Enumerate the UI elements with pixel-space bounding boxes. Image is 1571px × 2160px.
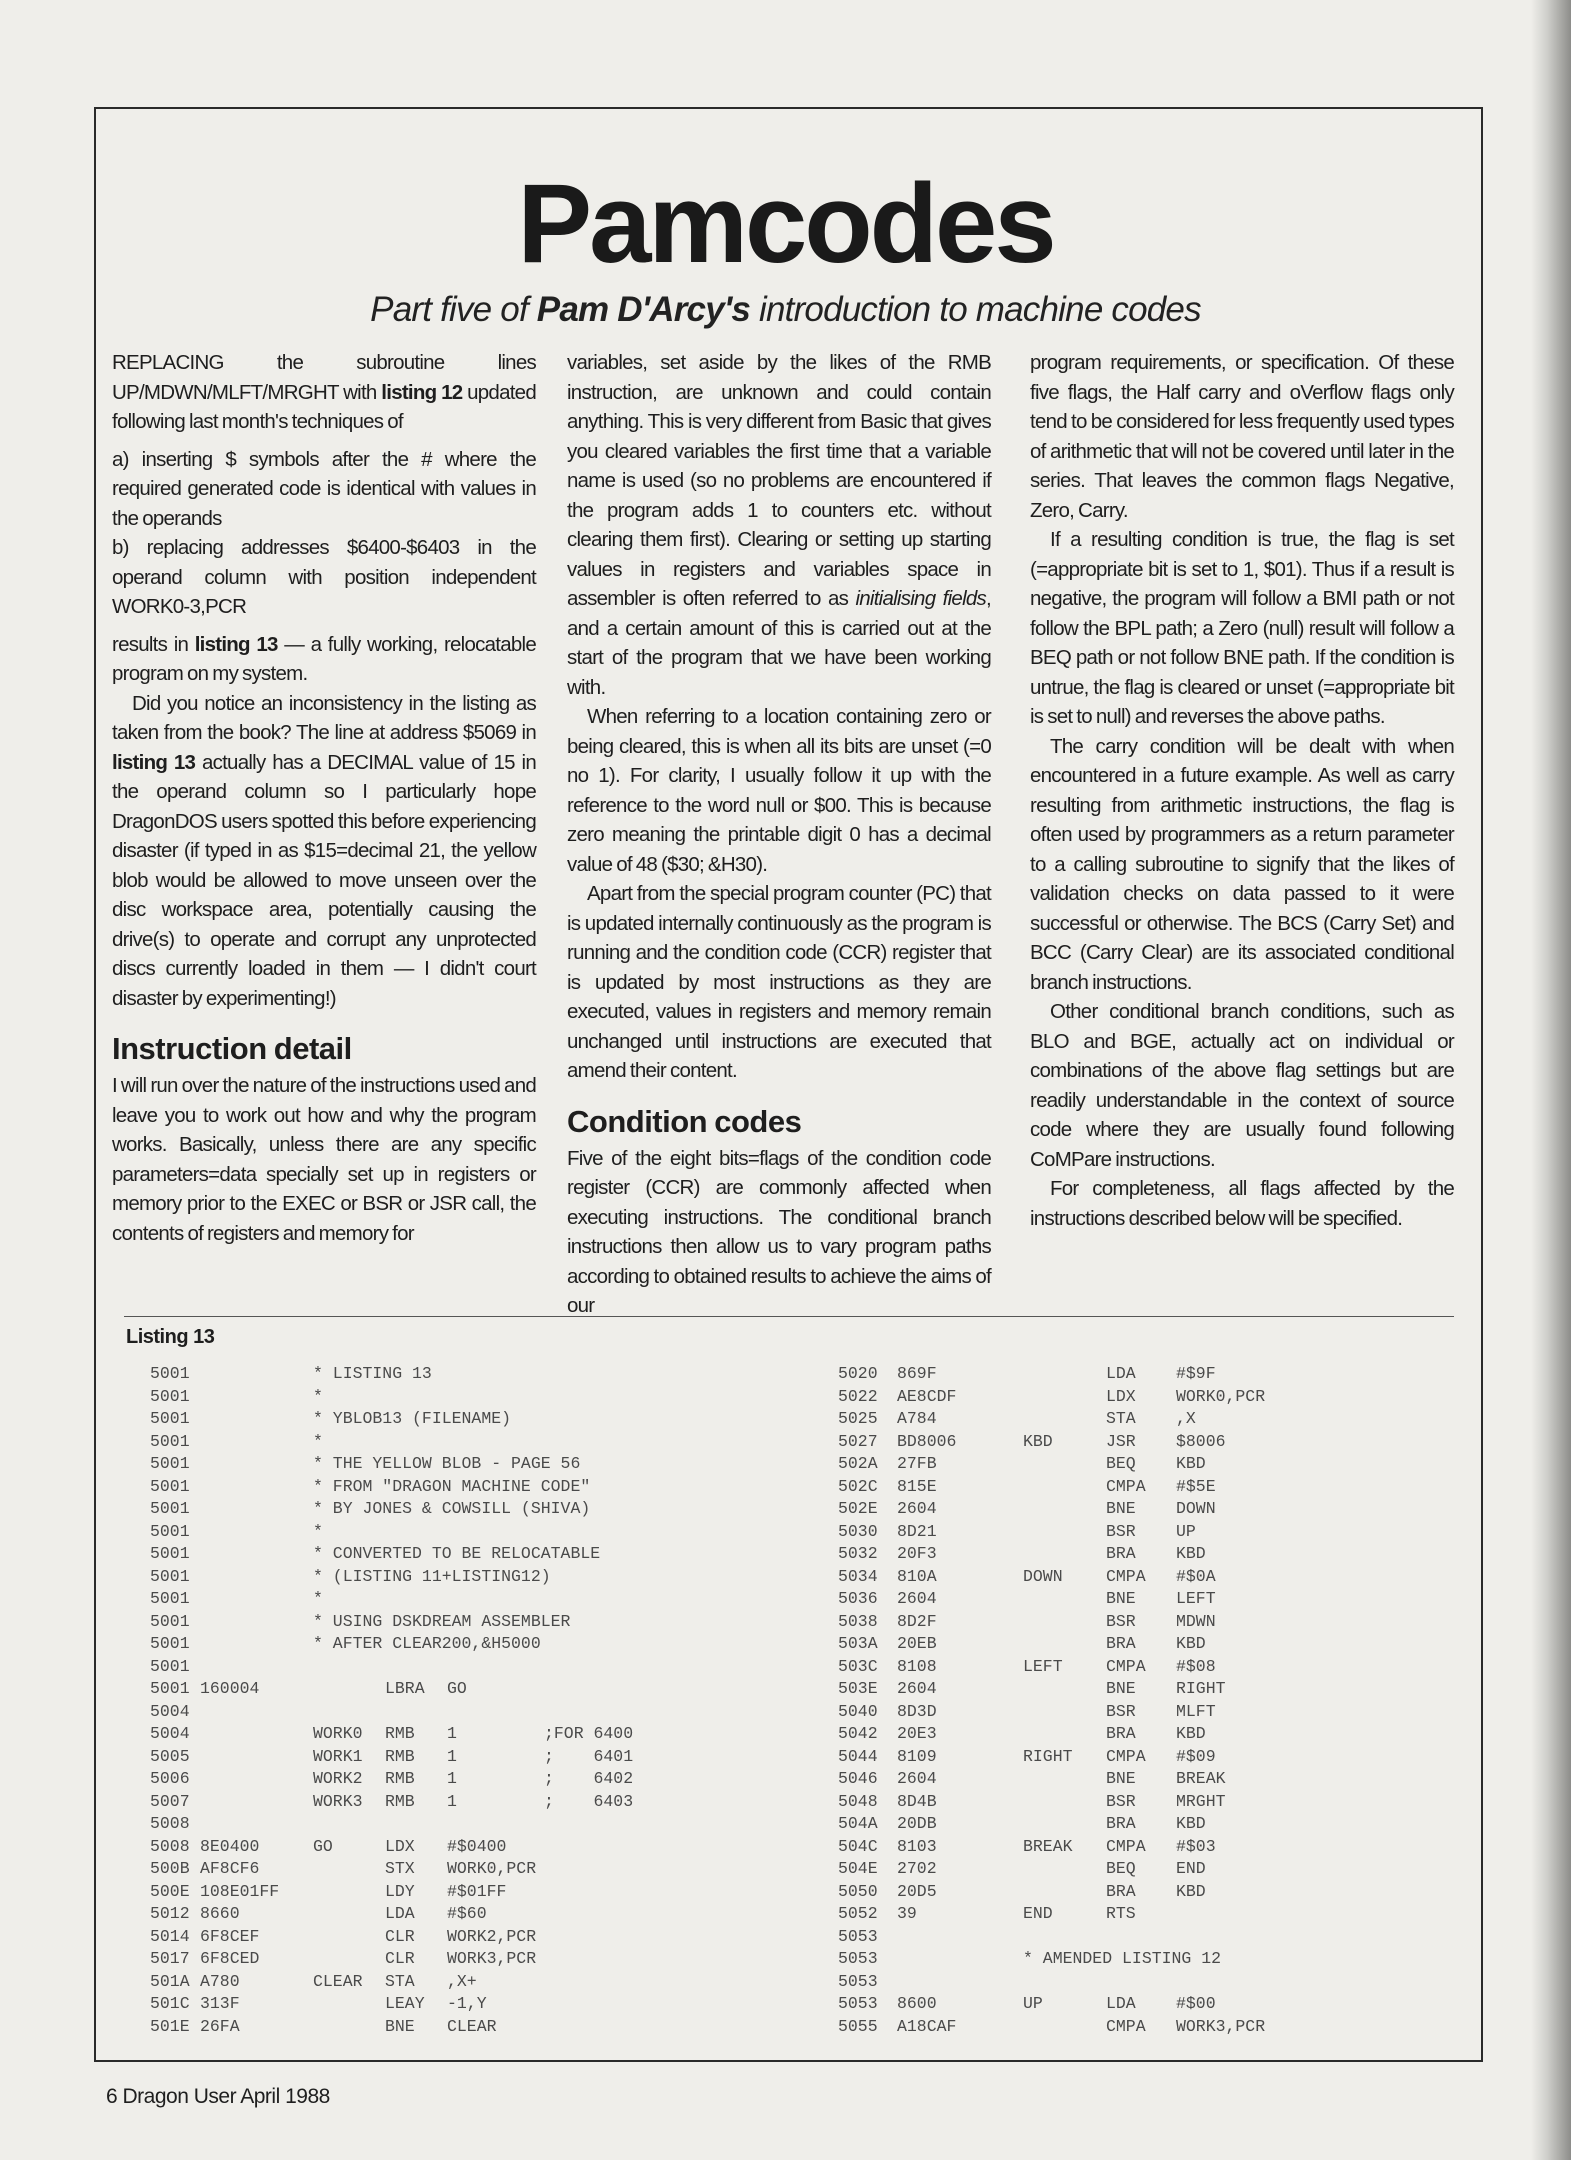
listing-object-code: 8D4B bbox=[897, 1791, 937, 1811]
listing-operand: WORK2,PCR bbox=[447, 1926, 537, 1946]
listing-operand: #$01FF bbox=[447, 1881, 507, 1901]
listing-object-code: 8109 bbox=[897, 1746, 937, 1766]
listing-object-code: 815E bbox=[897, 1476, 937, 1496]
text-run: Did you notice an inconsistency in the listing as taken from the book? The line at address $5069 in bbox=[112, 691, 536, 744]
listing-address: 502E bbox=[838, 1499, 878, 1518]
listing-label: BREAK bbox=[1023, 1836, 1073, 1856]
listing-opcode: LEAY bbox=[385, 1994, 425, 2013]
listing-label: * USING DSKDREAM ASSEMBLER bbox=[313, 1611, 571, 1631]
listing-address: 501A bbox=[150, 1971, 190, 1991]
listing-label: KBD bbox=[1023, 1431, 1053, 1451]
listing-label: CLEAR bbox=[313, 1971, 363, 1991]
listing-opcode: CMPA bbox=[1106, 1656, 1146, 1676]
listing-opcode: RMB bbox=[385, 1769, 415, 1788]
paragraph bbox=[112, 689, 536, 1014]
listing-operand: KBD bbox=[1176, 1814, 1206, 1833]
listing-opcode: BNE bbox=[1106, 1499, 1136, 1518]
listing-opcode: BRA bbox=[1106, 1724, 1136, 1743]
paragraph bbox=[1030, 525, 1454, 732]
listing-operand: WORK0,PCR bbox=[447, 1859, 537, 1878]
listing-label: END bbox=[1023, 1904, 1053, 1923]
listing-address: 5004 bbox=[150, 1724, 190, 1743]
listing-operand: ,X+ bbox=[447, 1971, 477, 1991]
listing-address: 5046 bbox=[838, 1769, 878, 1788]
text-run: When referring to a location containing zero or being cleared, this is when all its bits are unset (=0 no 1). For clarity, I usually follow it up with the reference to the word null or $00. This is because zero meaning the printable digit 0 has a decimal value of 48 ($30; &H30). bbox=[567, 705, 991, 876]
listing-address: 5053 bbox=[838, 1949, 878, 1968]
paragraph bbox=[112, 1071, 536, 1248]
listing-address: 503C bbox=[838, 1656, 878, 1676]
listing-label: * YBLOB13 (FILENAME) bbox=[313, 1409, 512, 1428]
listing-address: 5001 bbox=[150, 1656, 190, 1676]
listing-operand: WORK3,PCR bbox=[1176, 2016, 1266, 2036]
listing-operand: END bbox=[1176, 1859, 1206, 1878]
listing-operand: #$03 bbox=[1176, 1836, 1216, 1856]
listing-object-code: 20D5 bbox=[897, 1881, 937, 1901]
text-run: If a resulting condition is true, the flag is set (=appropriate bit is set to 1, $01). Thus if a result is negative, the program will follow a BMI path or not follow the BPL path; a Zero (null) result will follow a BEQ path or not follow BNE path. If the condition is untrue, the flag is cleared or unset (=appropriate bit is set to null) and reverses the above paths. bbox=[1030, 528, 1454, 728]
listing-label: WORK3 bbox=[313, 1791, 363, 1811]
listing-object-code: 27FB bbox=[897, 1454, 937, 1473]
italic-term: initialising fields bbox=[855, 587, 987, 610]
listing-opcode: RMB bbox=[385, 1791, 415, 1811]
listing-address: 5036 bbox=[838, 1589, 878, 1608]
listing-operand: KBD bbox=[1176, 1454, 1206, 1473]
listing-object-code: 8E0400 bbox=[200, 1836, 260, 1856]
listing-opcode: BRA bbox=[1106, 1814, 1136, 1833]
listing-address: 5020 bbox=[838, 1364, 878, 1383]
listing-address: 5032 bbox=[838, 1544, 878, 1563]
listing-opcode: CMPA bbox=[1106, 1476, 1146, 1496]
listing-operand: #$08 bbox=[1176, 1656, 1216, 1676]
listing-object-code: 6F8CEF bbox=[200, 1926, 260, 1946]
text-run: Apart from the special program counter (PC) that is updated internally continuously as the program is running and the condition code (CCR) register that is updated by most instructions as they are executed, values in registers and memory remain unchanged until instructions are executed that amend their content. bbox=[567, 882, 991, 1082]
listing-operand: DOWN bbox=[1176, 1499, 1216, 1518]
listing-opcode: STA bbox=[1106, 1409, 1136, 1428]
listing-object-code: 20DB bbox=[897, 1814, 937, 1833]
listing-operand: KBD bbox=[1176, 1634, 1206, 1653]
text-run: b) replacing addresses $6400-$6403 in the operand column with position independent WORK0-3,PCR bbox=[112, 536, 536, 618]
listing-operand: KBD bbox=[1176, 1544, 1206, 1563]
listing-operand: ,X bbox=[1176, 1409, 1196, 1428]
listing-label: DOWN bbox=[1023, 1566, 1063, 1586]
listing-opcode: LDX bbox=[1106, 1386, 1136, 1406]
listing-operand: WORK0,PCR bbox=[1176, 1386, 1266, 1406]
listing-address: 5048 bbox=[838, 1791, 878, 1811]
listing-opcode: BEQ bbox=[1106, 1859, 1136, 1878]
listing-operand: #$5E bbox=[1176, 1476, 1216, 1496]
listing-opcode: BSR bbox=[1106, 1611, 1136, 1631]
listing-comment: ; 6403 bbox=[544, 1791, 634, 1811]
listing-opcode: LDA bbox=[1106, 1364, 1136, 1383]
listing-label: * bbox=[313, 1386, 323, 1406]
listing-address: 5001 bbox=[150, 1476, 190, 1496]
listing-opcode: STA bbox=[385, 1971, 415, 1991]
text-run: results in bbox=[112, 632, 195, 656]
listing-opcode: CLR bbox=[385, 1926, 415, 1946]
listing-address: 5042 bbox=[838, 1724, 878, 1743]
listing-operand: -1,Y bbox=[447, 1994, 487, 2013]
listing-opcode: BEQ bbox=[1106, 1454, 1136, 1473]
paragraph bbox=[567, 879, 991, 1086]
listing-address: 5001 bbox=[150, 1679, 190, 1698]
listing-address: 504C bbox=[838, 1836, 878, 1856]
paragraph bbox=[567, 702, 991, 879]
listing-object-code: 20F3 bbox=[897, 1544, 937, 1563]
code-listing bbox=[124, 1316, 1454, 2054]
listing-opcode: RTS bbox=[1106, 1904, 1136, 1923]
listing-opcode: CMPA bbox=[1106, 1836, 1146, 1856]
listing-object-code: 810A bbox=[897, 1566, 937, 1586]
listing-operand: GO bbox=[447, 1679, 467, 1698]
text-run: — a fully working, relocatable program on my system. bbox=[112, 632, 536, 685]
listing-object-code: 2604 bbox=[897, 1769, 937, 1788]
listing-address: 5001 bbox=[150, 1409, 190, 1428]
listing-object-code: 8D21 bbox=[897, 1521, 937, 1541]
listing-address: 5001 bbox=[150, 1589, 190, 1608]
listing-address: 5030 bbox=[838, 1521, 878, 1541]
text-run: I will run over the nature of the instructions used and leave you to work out how and why the program works. Basically, unless there are any specific parameters=data specially set up in registers or memory prior to the EXEC or BSR or JSR call, the contents of registers and memory for bbox=[112, 1074, 536, 1245]
listing-operand: MRGHT bbox=[1176, 1791, 1226, 1811]
paragraph bbox=[567, 1144, 991, 1321]
listing-address: 500E bbox=[150, 1881, 190, 1901]
listing-opcode: RMB bbox=[385, 1724, 415, 1743]
page-footer: 6 Dragon User April 1988 bbox=[106, 2085, 330, 2108]
text-run: a) inserting $ symbols after the # where the required generated code is identical with values in the operands bbox=[112, 447, 536, 530]
listing-operand: 1 bbox=[447, 1791, 457, 1811]
listing-address: 5005 bbox=[150, 1746, 190, 1766]
listing-address: 5008 bbox=[150, 1814, 190, 1833]
listing-label: UP bbox=[1023, 1994, 1043, 2013]
listing-operand: RIGHT bbox=[1176, 1679, 1226, 1698]
listing-address: 5055 bbox=[838, 2016, 878, 2036]
listing-object-code: A784 bbox=[897, 1409, 937, 1428]
author-name: Pam D'Arcy's bbox=[536, 290, 751, 329]
listing-operand: #$60 bbox=[447, 1904, 487, 1923]
listing-object-code: 8660 bbox=[200, 1904, 240, 1923]
listing-address: 5001 bbox=[150, 1386, 190, 1406]
text-run: The carry condition will be dealt with when encountered in a future example. As well as carry resulting from arithmetic instructions, the flag is often used by programmers as a return parameter to a calling subroutine to signify that the likes of validation checks on data passed to it were successful or otherwise. The BCS (Carry Set) and BCC (Carry Clear) are its associated conditional branch instructions. bbox=[1030, 734, 1454, 994]
listing-address: 501E bbox=[150, 2016, 190, 2036]
listing-label: WORK2 bbox=[313, 1769, 363, 1788]
listing-address: 5001 bbox=[150, 1544, 190, 1563]
listing-operand: WORK3,PCR bbox=[447, 1949, 537, 1968]
listing-address: 5027 bbox=[838, 1431, 878, 1451]
listing-operand: #$09 bbox=[1176, 1746, 1216, 1766]
listing-address: 5034 bbox=[838, 1566, 878, 1586]
listing-address: 5053 bbox=[838, 1926, 878, 1946]
listing-object-code: BD8006 bbox=[897, 1431, 957, 1451]
listing-address: 504E bbox=[838, 1859, 878, 1878]
listing-address: 5050 bbox=[838, 1881, 878, 1901]
text-column-2 bbox=[567, 348, 991, 1321]
listing-opcode: BNE bbox=[1106, 1679, 1136, 1698]
listing-object-code: 26FA bbox=[200, 2016, 240, 2036]
listing-label: WORK0 bbox=[313, 1724, 363, 1743]
text-run: For completeness, all flags affected by the instructions described below will be specified. bbox=[1030, 1177, 1454, 1230]
article-title: Pamcodes bbox=[517, 161, 1054, 286]
listing-comment: ;FOR 6400 bbox=[544, 1724, 634, 1743]
listing-object-code: A780 bbox=[200, 1971, 240, 1991]
listing-operand: $8006 bbox=[1176, 1431, 1226, 1451]
listing-address: 501C bbox=[150, 1994, 190, 2013]
listing-opcode: BRA bbox=[1106, 1634, 1136, 1653]
listing-object-code: 20E3 bbox=[897, 1724, 937, 1743]
listing-operand: BREAK bbox=[1176, 1769, 1226, 1788]
paragraph bbox=[1030, 732, 1454, 998]
listing-label: GO bbox=[313, 1836, 333, 1856]
listing-operand: KBD bbox=[1176, 1724, 1206, 1743]
listing-opcode: BSR bbox=[1106, 1521, 1136, 1541]
bold-reference: listing 13 bbox=[112, 750, 196, 774]
text-run: Other conditional branch conditions, such as BLO and BGE, actually act on individual or combinations of the above flag settings but are readily understandable in the context of source code where they are usually found following CoMPare instructions. bbox=[1030, 1000, 1454, 1171]
listing-object-code: 8600 bbox=[897, 1994, 937, 2013]
listing-comment: ; 6402 bbox=[544, 1769, 634, 1788]
listing-object-code: AE8CDF bbox=[897, 1386, 957, 1406]
text-column-1 bbox=[112, 348, 536, 1248]
article-subtitle bbox=[0, 290, 1571, 330]
text-run: Five of the eight bits=flags of the condition code register (CCR) are commonly affected when executing instructions. The conditional branch instructions then allow us to vary program paths according to obtained results to achieve the aims of our bbox=[567, 1146, 991, 1317]
listing-operand: #$00 bbox=[1176, 1994, 1216, 2013]
listing-object-code: 8103 bbox=[897, 1836, 937, 1856]
listing-address: 5053 bbox=[838, 1971, 878, 1991]
listing-object-code: 8108 bbox=[897, 1656, 937, 1676]
listing-address: 500B bbox=[150, 1859, 190, 1878]
listing-object-code: AF8CF6 bbox=[200, 1859, 260, 1878]
listing-address: 5038 bbox=[838, 1611, 878, 1631]
listing-opcode: BNE bbox=[385, 2016, 415, 2036]
listing-opcode: JSR bbox=[1106, 1431, 1136, 1451]
listing-label: * bbox=[313, 1521, 323, 1541]
text-run: actually has a DECIMAL value of 15 in the operand column so I particularly hope DragonDOS users spotted this before experiencing disaster (if typed in as $15=decimal 21, the yellow blob would be allowed to move unseen over the disc workspace area, potentially causing the drive(s) to operate and corrupt any unprotected discs currently loaded in them — I didn't court disaster by experimenting!) bbox=[112, 750, 536, 1010]
listing-opcode: LDY bbox=[385, 1881, 415, 1901]
listing-label: * bbox=[313, 1589, 323, 1608]
subtitle-text: Part five of bbox=[370, 290, 537, 329]
listing-label: LEFT bbox=[1023, 1656, 1063, 1676]
listing-operand: #$9F bbox=[1176, 1364, 1216, 1383]
subtitle-text: introduction to machine codes bbox=[750, 290, 1201, 329]
bold-reference: listing 12 bbox=[381, 380, 463, 404]
listing-object-code: 8D2F bbox=[897, 1611, 937, 1631]
listing-address: 502C bbox=[838, 1476, 878, 1496]
paragraph bbox=[112, 630, 536, 689]
paragraph bbox=[1030, 1174, 1454, 1233]
listing-opcode: BSR bbox=[1106, 1701, 1136, 1721]
listing-operand: #$0A bbox=[1176, 1566, 1216, 1586]
listing-operand: 1 bbox=[447, 1746, 457, 1766]
listing-object-code: 160004 bbox=[200, 1679, 260, 1698]
listing-address: 5012 bbox=[150, 1904, 190, 1923]
listing-label: * BY JONES & COWSILL (SHIVA) bbox=[313, 1499, 591, 1518]
listing-opcode: LDA bbox=[1106, 1994, 1136, 2013]
listing-object-code: 2604 bbox=[897, 1679, 937, 1698]
listing-address: 5001 bbox=[150, 1521, 190, 1541]
listing-operand: KBD bbox=[1176, 1881, 1206, 1901]
listing-address: 5001 bbox=[150, 1454, 190, 1473]
listing-address: 5014 bbox=[150, 1926, 190, 1946]
listing-object-code: 2604 bbox=[897, 1589, 937, 1608]
paragraph bbox=[112, 533, 536, 622]
text-run: program requirements, or specification. Of these five flags, the Half carry and oVerflow flags only tend to be considered for less frequently used types of arithmetic that will not be covered until later in the series. That leaves the common flags Negative, Zero, Carry. bbox=[1030, 351, 1454, 522]
listing-address: 5001 bbox=[150, 1499, 190, 1518]
listing-label: * bbox=[313, 1431, 323, 1451]
listing-label: * FROM "DRAGON MACHINE CODE" bbox=[313, 1476, 591, 1496]
listing-operand: MDWN bbox=[1176, 1611, 1216, 1631]
listing-object-code: A18CAF bbox=[897, 2016, 957, 2036]
bold-reference: listing 13 bbox=[194, 632, 278, 656]
listing-label: * AMENDED LISTING 12 bbox=[1023, 1949, 1222, 1968]
listing-operand: 1 bbox=[447, 1769, 457, 1788]
listing-address: 5001 bbox=[150, 1431, 190, 1451]
listing-comment: ; 6401 bbox=[544, 1746, 634, 1766]
listing-address: 5001 bbox=[150, 1634, 190, 1653]
paragraph bbox=[112, 348, 536, 437]
listing-operand: #$0400 bbox=[447, 1836, 507, 1856]
listing-operand: LEFT bbox=[1176, 1589, 1216, 1608]
listing-object-code: 869F bbox=[897, 1364, 937, 1383]
listing-opcode: CMPA bbox=[1106, 1746, 1146, 1766]
listing-opcode: BNE bbox=[1106, 1589, 1136, 1608]
listing-object-code: 8D3D bbox=[897, 1701, 937, 1721]
listing-address: 502A bbox=[838, 1454, 878, 1473]
text-run: , and a certain amount of this is carried out at the start of the program that we have been working with. bbox=[567, 587, 991, 699]
listing-operand: MLFT bbox=[1176, 1701, 1216, 1721]
listing-address: 5006 bbox=[150, 1769, 190, 1788]
listing-opcode: BRA bbox=[1106, 1544, 1136, 1563]
listing-object-code: 2702 bbox=[897, 1859, 937, 1878]
listing-address: 5001 bbox=[150, 1611, 190, 1631]
listing-address: 5053 bbox=[838, 1994, 878, 2013]
listing-label: WORK1 bbox=[313, 1746, 363, 1766]
listing-address: 5044 bbox=[838, 1746, 878, 1766]
listing-address: 5007 bbox=[150, 1791, 190, 1811]
listing-opcode: LDX bbox=[385, 1836, 415, 1856]
listing-opcode: CLR bbox=[385, 1949, 415, 1968]
section-heading: Instruction detail bbox=[112, 1031, 352, 1066]
listing-label: * (LISTING 11+LISTING12) bbox=[313, 1566, 551, 1586]
listing-opcode: CMPA bbox=[1106, 1566, 1146, 1586]
listing-label: * THE YELLOW BLOB - PAGE 56 bbox=[313, 1454, 581, 1473]
listing-address: 503A bbox=[838, 1634, 878, 1653]
text-run: variables, set aside by the likes of the RMB instruction, are unknown and could contain anything. This is very different from Basic that gives you cleared variables the first time that a variable name is used (so no problems are encountered if the program adds 1 to counters etc. without clearing them first). Clearing or setting up starting values in registers and variables space in assembler is often referred to as bbox=[567, 351, 991, 610]
listing-address: 5040 bbox=[838, 1701, 878, 1721]
listing-opcode: STX bbox=[385, 1859, 415, 1878]
paragraph bbox=[1030, 997, 1454, 1174]
listing-object-code: 313F bbox=[200, 1994, 240, 2013]
listing-opcode: RMB bbox=[385, 1746, 415, 1766]
paragraph bbox=[112, 445, 536, 534]
text-run: REPLACING the subroutine lines UP/MDWN/MLFT/MRGHT with bbox=[112, 351, 536, 404]
listing-object-code: 108E01FF bbox=[200, 1881, 280, 1901]
listing-object-code: 39 bbox=[897, 1904, 917, 1923]
listing-label: * LISTING 13 bbox=[313, 1364, 432, 1383]
listing-object-code: 20EB bbox=[897, 1634, 937, 1653]
listing-opcode: LDA bbox=[385, 1904, 415, 1923]
listing-opcode: BSR bbox=[1106, 1791, 1136, 1811]
listing-opcode: BRA bbox=[1106, 1881, 1136, 1901]
listing-address: 504A bbox=[838, 1814, 878, 1833]
listing-address: 5001 bbox=[150, 1364, 190, 1383]
paragraph bbox=[567, 348, 991, 702]
listing-address: 503E bbox=[838, 1679, 878, 1698]
listing-object-code: 2604 bbox=[897, 1499, 937, 1518]
listing-object-code: 6F8CED bbox=[200, 1949, 260, 1968]
listing-address: 5022 bbox=[838, 1386, 878, 1406]
listing-operand: UP bbox=[1176, 1521, 1196, 1541]
paragraph bbox=[1030, 348, 1454, 525]
listing-label: RIGHT bbox=[1023, 1746, 1073, 1766]
section-heading: Condition codes bbox=[567, 1103, 802, 1139]
listing-address: 5004 bbox=[150, 1701, 190, 1721]
listing-operand: CLEAR bbox=[447, 2016, 497, 2036]
listing-opcode: CMPA bbox=[1106, 2016, 1146, 2036]
listing-label: * CONVERTED TO BE RELOCATABLE bbox=[313, 1544, 601, 1563]
text-run: updated following last month's techniques of bbox=[112, 380, 536, 433]
listing-address: 5001 bbox=[150, 1566, 190, 1586]
listing-opcode: BNE bbox=[1106, 1769, 1136, 1788]
text-column-3 bbox=[1030, 348, 1454, 1233]
listing-title: Listing 13 bbox=[126, 1326, 215, 1348]
listing-label: * AFTER CLEAR200,&H5000 bbox=[313, 1634, 541, 1653]
listing-address: 5025 bbox=[838, 1409, 878, 1428]
listing-address: 5017 bbox=[150, 1949, 190, 1968]
listing-address: 5008 bbox=[150, 1836, 190, 1856]
listing-opcode: LBRA bbox=[385, 1679, 425, 1698]
listing-address: 5052 bbox=[838, 1904, 878, 1923]
listing-operand: 1 bbox=[447, 1724, 457, 1743]
